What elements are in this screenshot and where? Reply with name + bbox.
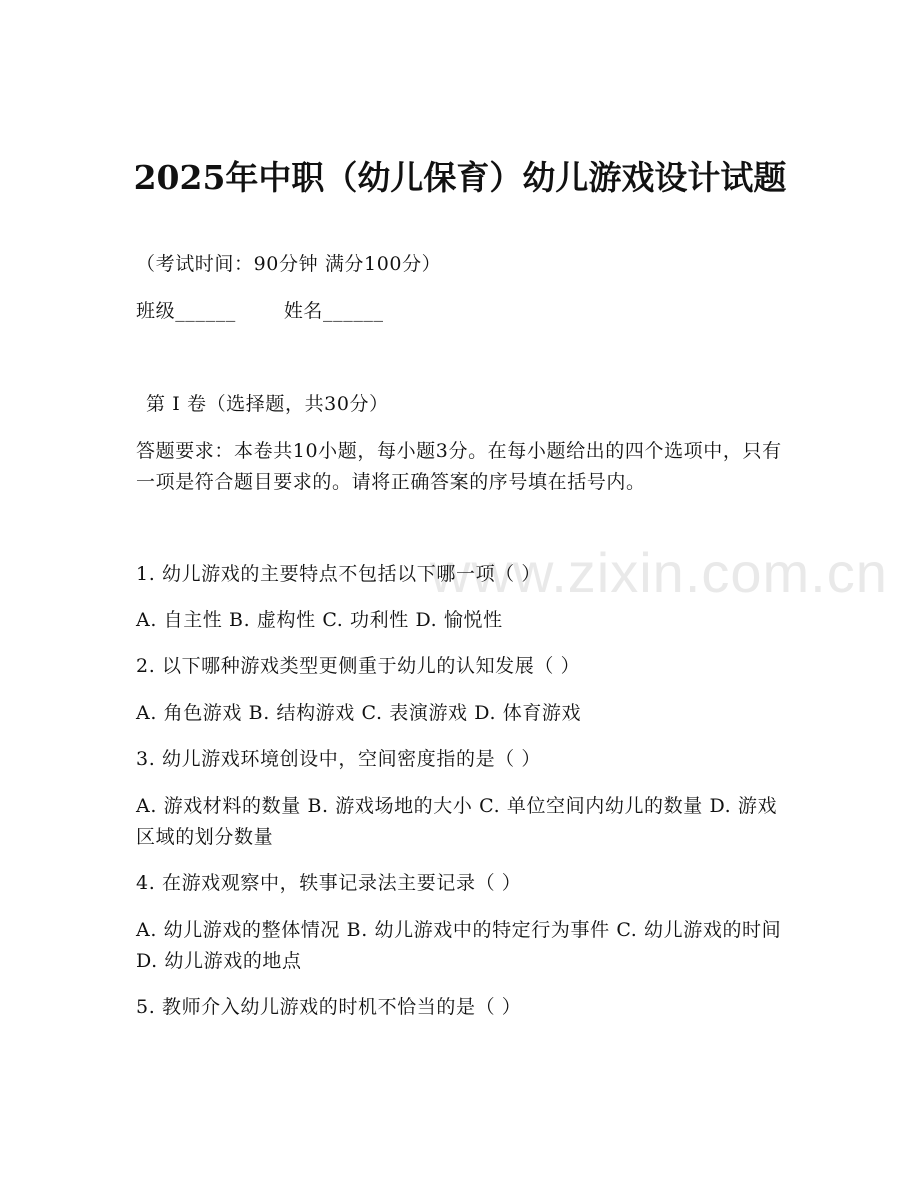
- question-4-stem: 4. 在游戏观察中，轶事记录法主要记录（ ）: [136, 872, 522, 894]
- watermark-text: www.zixin.com.cn: [430, 541, 888, 604]
- name-field-label: 姓名______: [283, 300, 384, 322]
- page-title: 2025年中职（幼儿保育）幼儿游戏设计试题: [133, 158, 787, 197]
- instructions: 答题要求：本卷共10小题，每小题3分。在每小题给出的四个选项中，只有一项是符合题目要求的。请将正确答案的序号填在括号内。: [136, 440, 782, 493]
- question-5-stem: 5. 教师介入幼儿游戏的时机不恰当的是（ ）: [136, 996, 522, 1018]
- exam-info: （考试时间：90分钟 满分100分）: [136, 253, 442, 275]
- class-field-label: 班级______: [136, 300, 236, 322]
- student-info-row: [136, 296, 384, 327]
- question-4-options: A. 幼儿游戏的整体情况 B. 幼儿游戏中的特定行为事件 C. 幼儿游戏的时间 D. 幼儿游戏的地点: [136, 919, 782, 972]
- question-3-options: A. 游戏材料的数量 B. 游戏场地的大小 C. 单位空间内幼儿的数量 D. 游戏区域的划分数量: [136, 795, 778, 848]
- section-title: 第 I 卷（选择题，共30分）: [146, 393, 389, 415]
- question-1-options: A. 自主性 B. 虚构性 C. 功利性 D. 愉悦性: [136, 609, 503, 631]
- question-3-stem: 3. 幼儿游戏环境创设中，空间密度指的是（ ）: [136, 748, 542, 770]
- question-2-options: A. 角色游戏 B. 结构游戏 C. 表演游戏 D. 体育游戏: [136, 702, 582, 724]
- question-1-stem: 1. 幼儿游戏的主要特点不包括以下哪一项（ ）: [136, 563, 542, 585]
- question-2-stem: 2. 以下哪种游戏类型更侧重于幼儿的认知发展（ ）: [136, 655, 581, 677]
